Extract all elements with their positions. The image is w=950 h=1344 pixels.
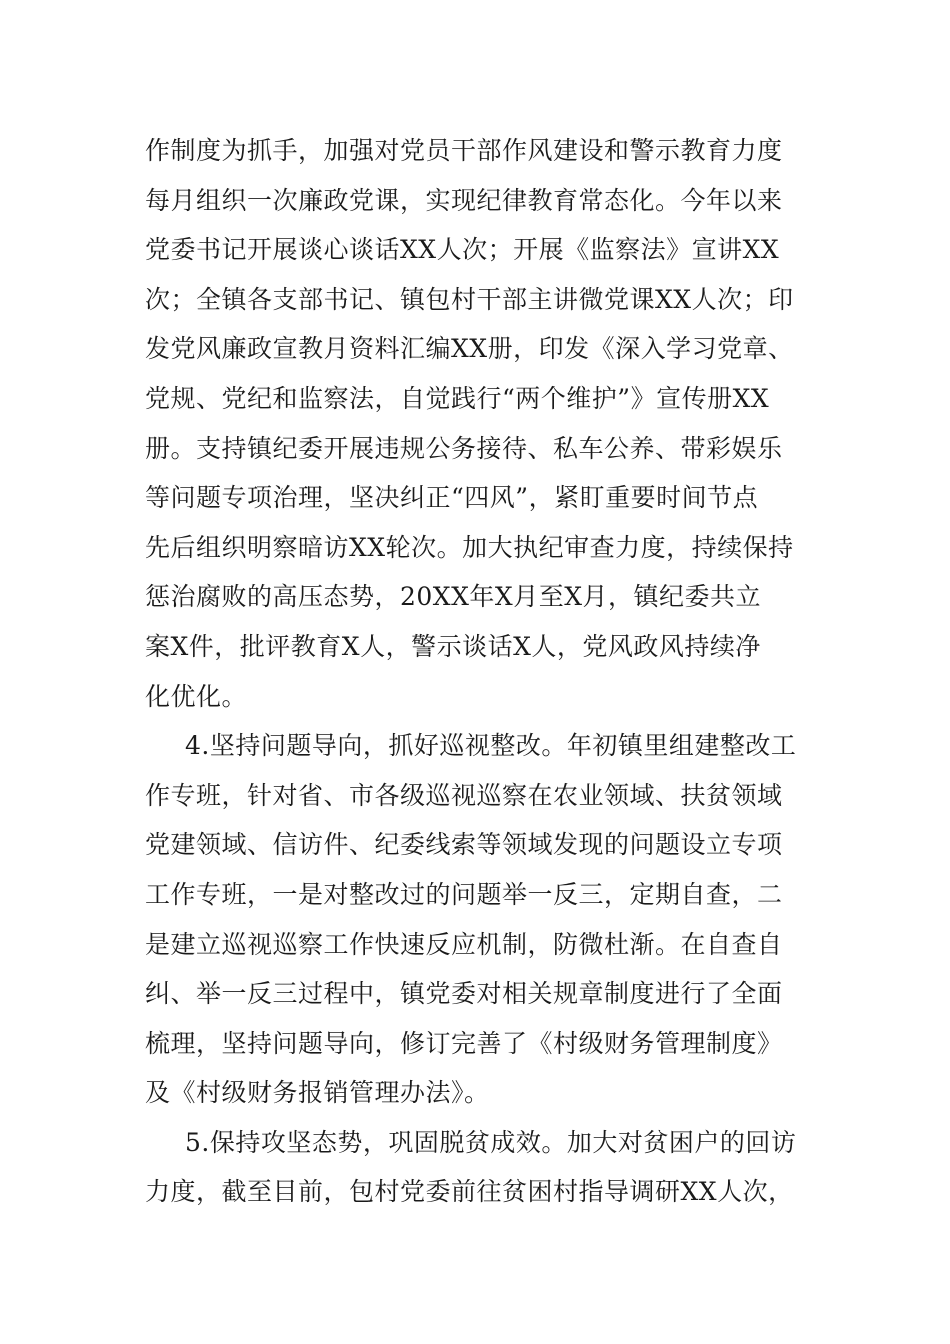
section-heading-line: 5.保持攻坚态势，巩固脱贫成效。加大对贫困户的回访: [185, 1127, 797, 1157]
text-line: 册。支持镇纪委开展违规公务接待、私车公养、带彩娱乐: [145, 433, 783, 463]
text-line: 力度，截至目前，包村党委前往贫困村指导调研XX人次，: [145, 1177, 794, 1207]
text-line: 次；全镇各支部书记、镇包村干部主讲微党课XX人次；印: [145, 284, 794, 314]
text-line: 发党风廉政宣教月资料汇编XX册，印发《深入学习党章、: [145, 334, 794, 364]
text-line: 党委书记开展谈心谈话XX人次；开展《监察法》宣讲XX: [145, 235, 780, 265]
text-line: 每月组织一次廉政党课，实现纪律教育常态化。今年以来: [145, 185, 783, 215]
text-line: 等问题专项治理，坚决纠正“四风”，紧盯重要时间节点: [145, 483, 759, 513]
section-heading-line: 4.坚持问题导向，抓好巡视整改。年初镇里组建整改工: [185, 731, 797, 761]
text-line: 案X件，批评教育X人，警示谈话X人，党风政风持续净: [145, 631, 761, 661]
text-line: 纠、举一反三过程中，镇党委对相关规章制度进行了全面: [145, 979, 783, 1009]
body-text: [145, 126, 810, 1217]
text-line: 作制度为抓手，加强对党员干部作风建设和警示教育力度: [145, 136, 783, 165]
text-line: 党建领域、信访件、纪委线索等领域发现的问题设立专项: [145, 830, 783, 860]
text-line: 及《村级财务报销管理办法》。: [145, 1078, 490, 1108]
text-line: 是建立巡视巡察工作快速反应机制，防微杜渐。在自查自: [145, 929, 783, 959]
text-line: 惩治腐败的高压态势，20XX年X月至X月，镇纪委共立: [145, 582, 762, 612]
text-line: 党规、党纪和监察法，自觉践行“两个维护”》宣传册XX: [145, 383, 770, 413]
text-line: 工作专班，一是对整改过的问题举一反三，定期自查，二: [145, 879, 783, 909]
text-line: 作专班，针对省、市各级巡视巡察在农业领域、扶贫领域: [145, 780, 783, 810]
text-line: 化优化。: [145, 681, 248, 711]
text-line: 先后组织明察暗访XX轮次。加大执纪审查力度，持续保持: [145, 532, 794, 562]
text-line: 梳理，坚持问题导向，修订完善了《村级财务管理制度》: [145, 1028, 783, 1058]
